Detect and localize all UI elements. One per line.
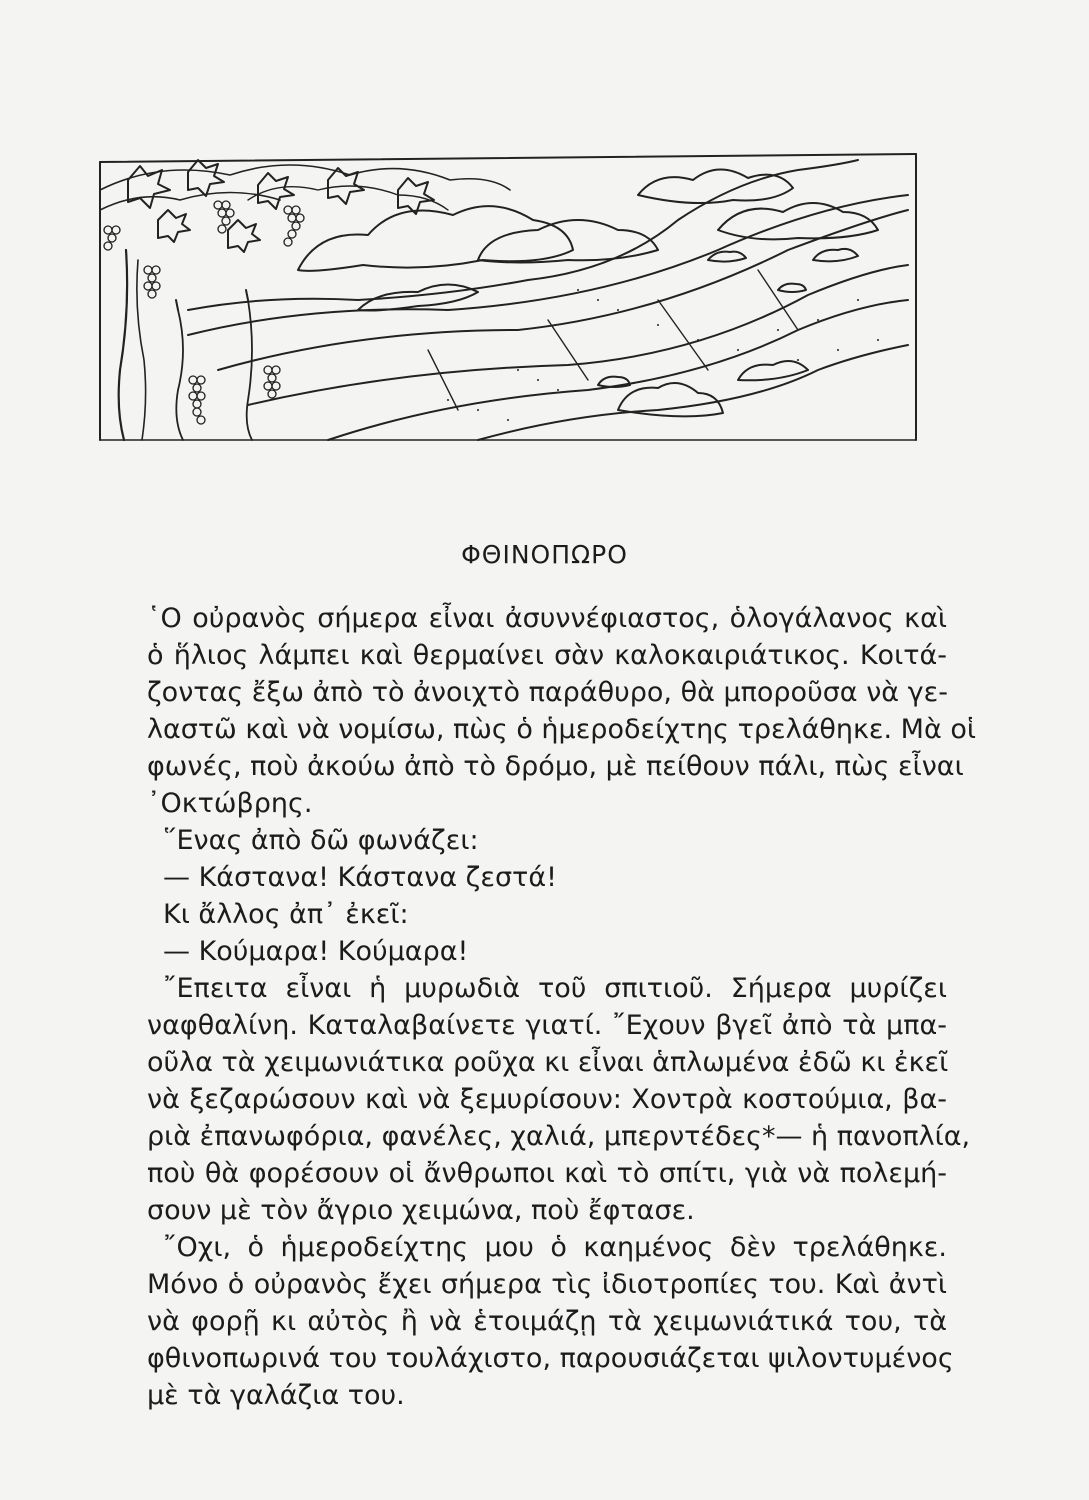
text-line: Μόνο ὁ οὐρανὸς ἔχει σήμερα τὶς ἰδιοτροπίες του. Καὶ ἀντὶ — [147, 1269, 947, 1300]
text-line: ριὰ ἐπανωφόρια, φανέλες, χαλιά, μπερντέδες*— ἡ πανοπλία, — [147, 1121, 971, 1152]
body-text — [147, 600, 977, 1414]
page-title: ΦΘΙΝΟΠΩΡΟ — [461, 540, 628, 569]
text-line: Κι ἄλλος ἀπ᾽ ἐκεῖ: — [163, 899, 409, 930]
text-line: — Κάστανα! Κάστανα ζεστά! — [163, 862, 557, 893]
text-line: φθινοπωρινά του τουλάχιστο, παρουσιάζεται ψιλοντυμένος — [147, 1343, 954, 1374]
autumn-landscape-illustration — [98, 150, 918, 442]
text-line: λαστῶ καὶ νὰ νομίσω, πὼς ὁ ἡμεροδείχτης τρελάθηκε. Μὰ οἱ — [147, 714, 977, 745]
text-line: ῾Ο οὐρανὸς σήμερα εἶναι ἀσυννέφιαστος, ὁλογάλανος καὶ — [147, 603, 947, 634]
text-line: — Κούμαρα! Κούμαρα! — [163, 936, 469, 967]
text-line: ποὺ θὰ φορέσουν οἱ ἄνθρωποι καὶ τὸ σπίτι, γιὰ νὰ πολεμή- — [147, 1158, 947, 1189]
text-line: ῞Ενας ἀπὸ δῶ φωνάζει: — [163, 825, 479, 856]
autumn-landscape-vines-icon — [98, 150, 918, 442]
text-line: μὲ τὰ γαλάζια του. — [147, 1380, 405, 1411]
text-line: ὁ ἥλιος λάμπει καὶ θερμαίνει σὰν καλοκαιριάτικος. Κοιτά- — [147, 640, 947, 671]
text-line: ζοντας ἔξω ἀπὸ τὸ ἀνοιχτὸ παράθυρο, θὰ μποροῦσα νὰ γε- — [147, 677, 948, 708]
text-line: ῎Επειτα εἶναι ἡ μυρωδιὰ τοῦ σπιτιοῦ. Σήμερα μυρίζει — [163, 973, 947, 1004]
text-line: νὰ ξεζαρώσουν καὶ νὰ ξεμυρίσουν: Χοντρὰ κοστούμια, βα- — [147, 1084, 947, 1115]
text-line: φωνές, ποὺ ἀκούω ἀπὸ τὸ δρόμο, μὲ πείθουν πάλι, πὼς εἶναι — [147, 751, 964, 782]
text-line: ναφθαλίνη. Καταλαβαίνετε γιατί. ῎Εχουν βγεῖ ἀπὸ τὰ μπα- — [147, 1010, 947, 1041]
text-line: οῦλα τὰ χειμωνιάτικα ροῦχα κι εἶναι ἁπλωμένα ἐδῶ κι ἐκεῖ — [147, 1047, 949, 1078]
text-line: σουν μὲ τὸν ἄγριο χειμώνα, ποὺ ἔφτασε. — [147, 1195, 695, 1226]
text-line: ᾽Οκτώβρης. — [147, 788, 313, 819]
text-line: νὰ φορῇ κι αὐτὸς ἢ νὰ ἑτοιμάζῃ τὰ χειμωνιάτικά του, τὰ — [147, 1306, 947, 1337]
text-line: ῎Οχι, ὁ ἡμεροδείχτης μου ὁ καημένος δὲν τρελάθηκε. — [163, 1232, 947, 1263]
